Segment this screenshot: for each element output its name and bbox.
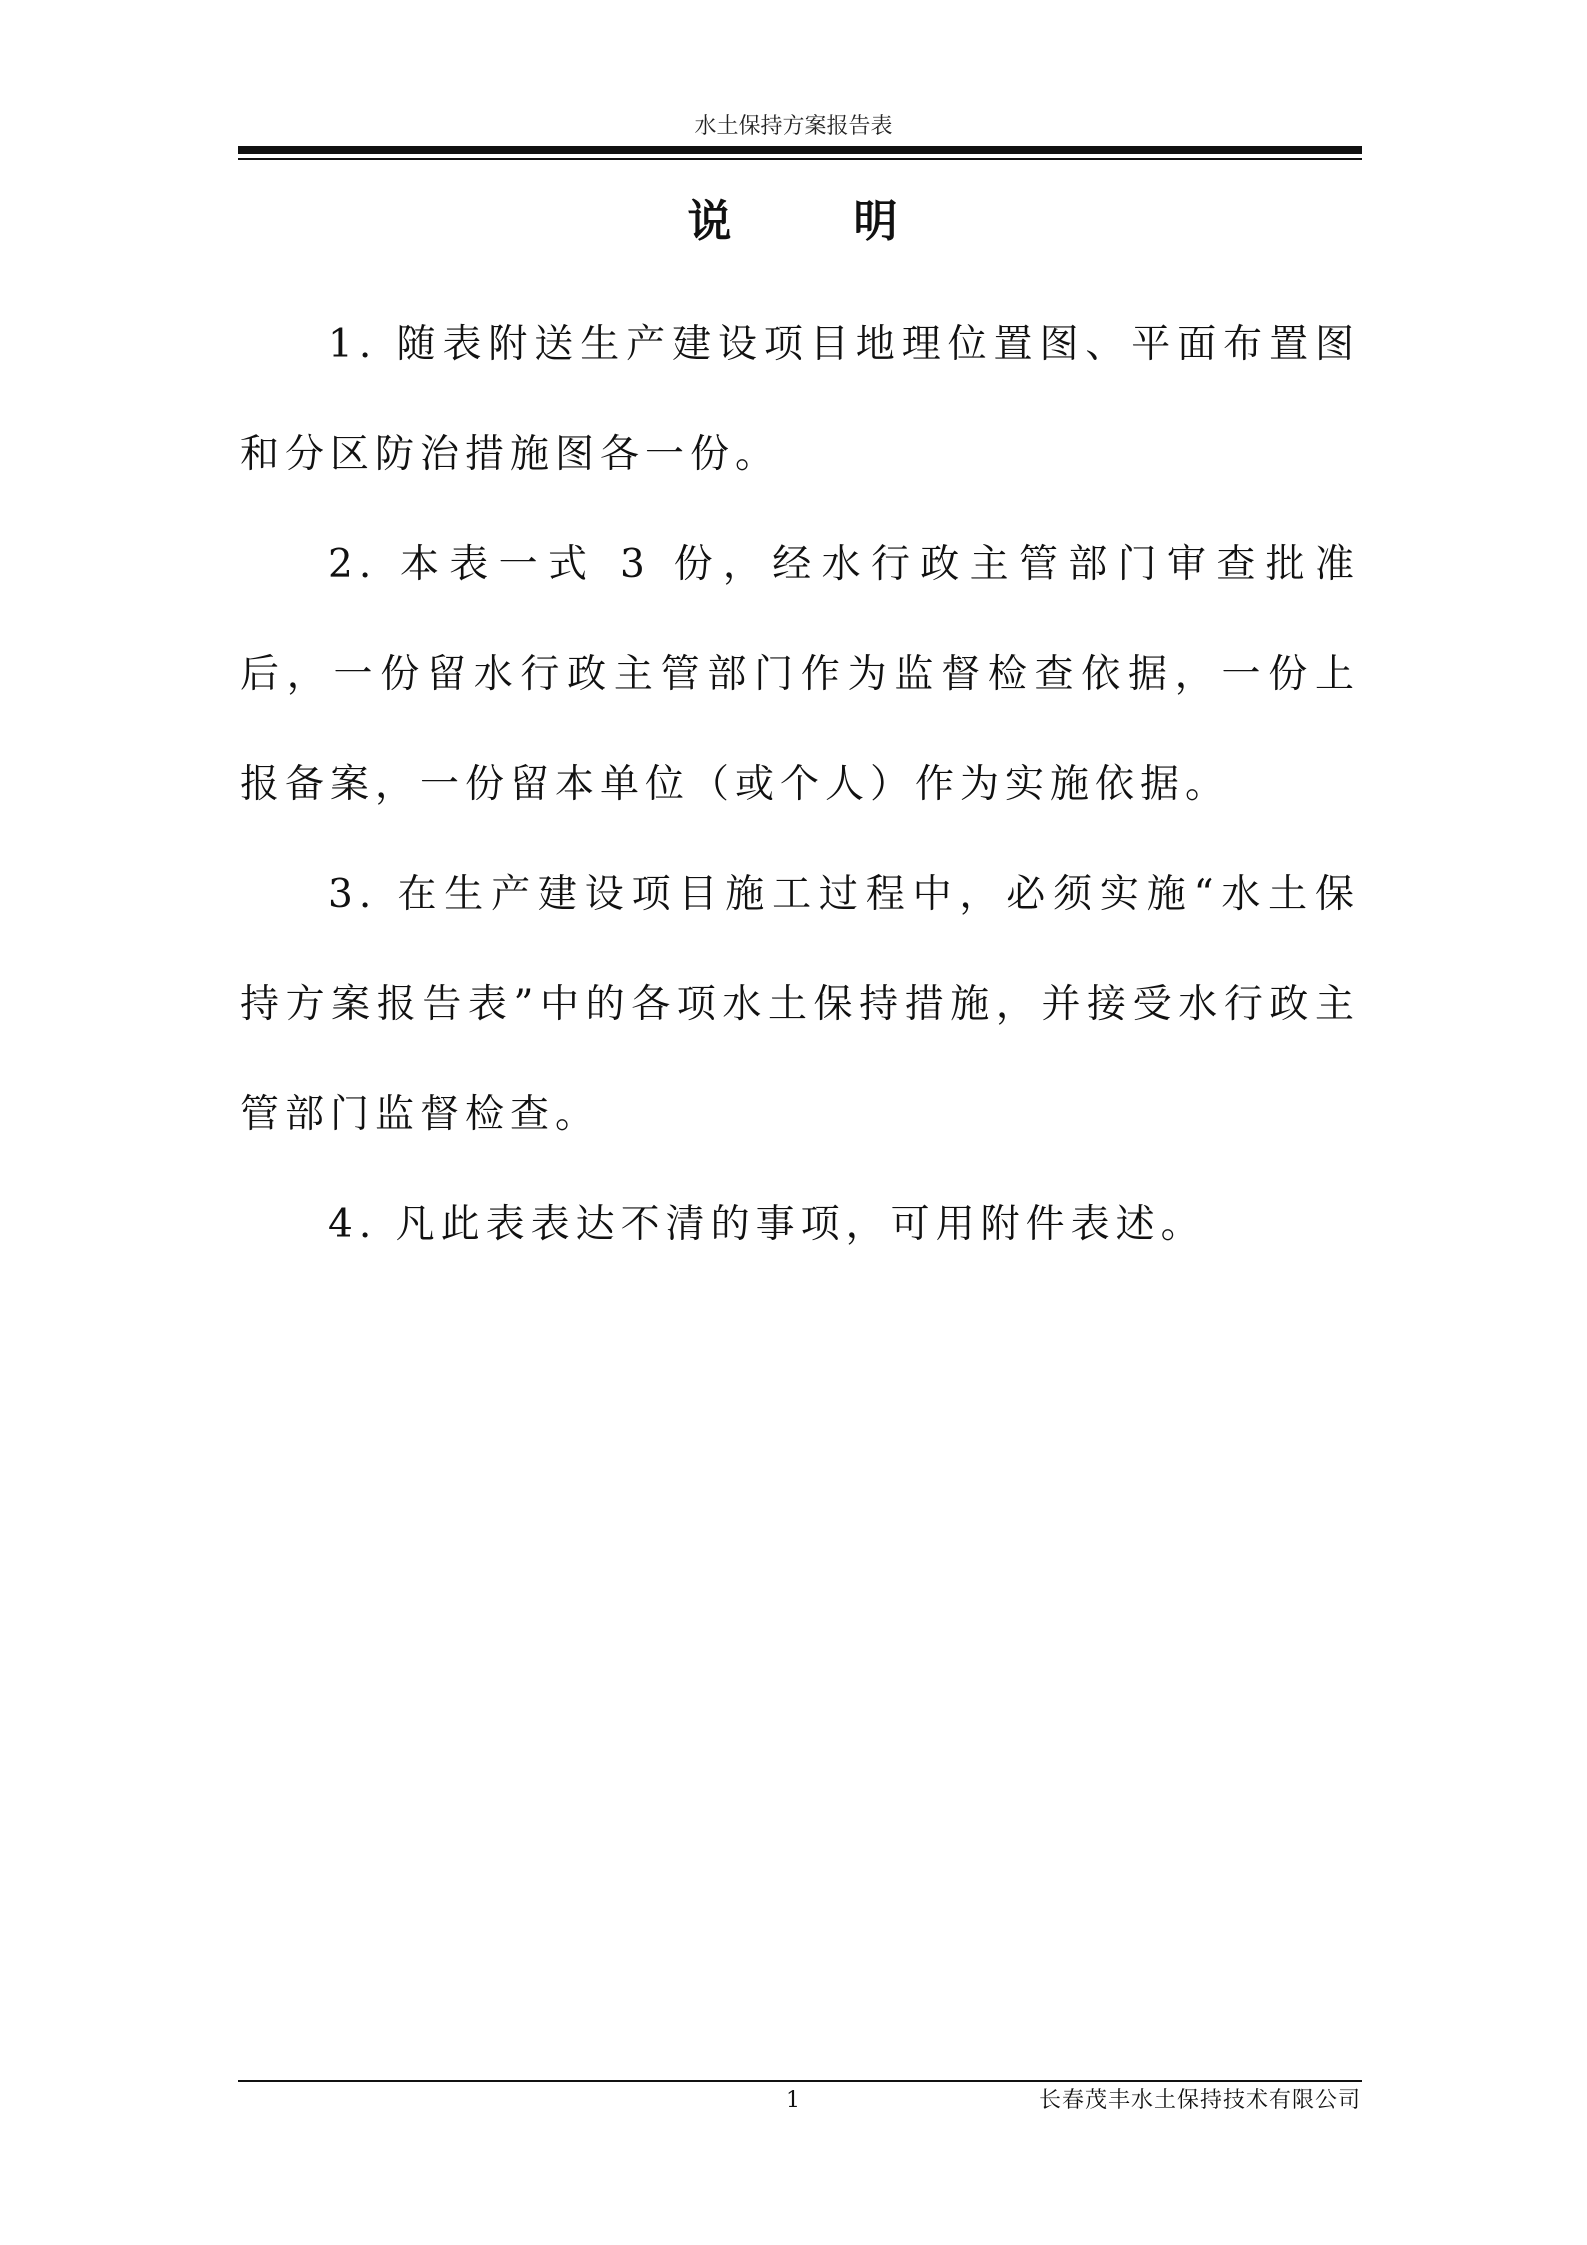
note-paragraph-1: 1. 随表附送生产建设项目地理位置图、平面布置图和分区防治措施图各一份。 — [240, 322, 1360, 477]
notes-body — [240, 290, 1360, 1280]
header-thin-rule — [238, 158, 1362, 160]
page-number: 1 — [786, 2088, 800, 2113]
page-title-part-1: 说 — [687, 196, 734, 247]
note-paragraph-4: 4. 凡此表表达不清的事项，可用附件表述。 — [328, 1202, 1206, 1247]
footer-rule — [238, 2080, 1362, 2082]
running-header: 水土保持方案报告表 — [694, 114, 893, 139]
note-paragraph-3: 3. 在生产建设项目施工过程中，必须实施“水土保持方案报告表”中的各项水土保持措施，并接受水行政主管部门监督检查。 — [240, 872, 1360, 1137]
note-paragraph-2: 2. 本表一式 3 份，经水行政主管部门审查批准后，一份留水行政主管部门作为监督检查依据，一份上报备案，一份留本单位（或个人）作为实施依据。 — [240, 542, 1360, 807]
page-title-part-2: 明 — [853, 196, 900, 247]
header-thick-rule — [238, 146, 1362, 154]
page-title — [0, 192, 1587, 252]
footer-company-name: 长春茂丰水土保持技术有限公司 — [1038, 2088, 1361, 2113]
